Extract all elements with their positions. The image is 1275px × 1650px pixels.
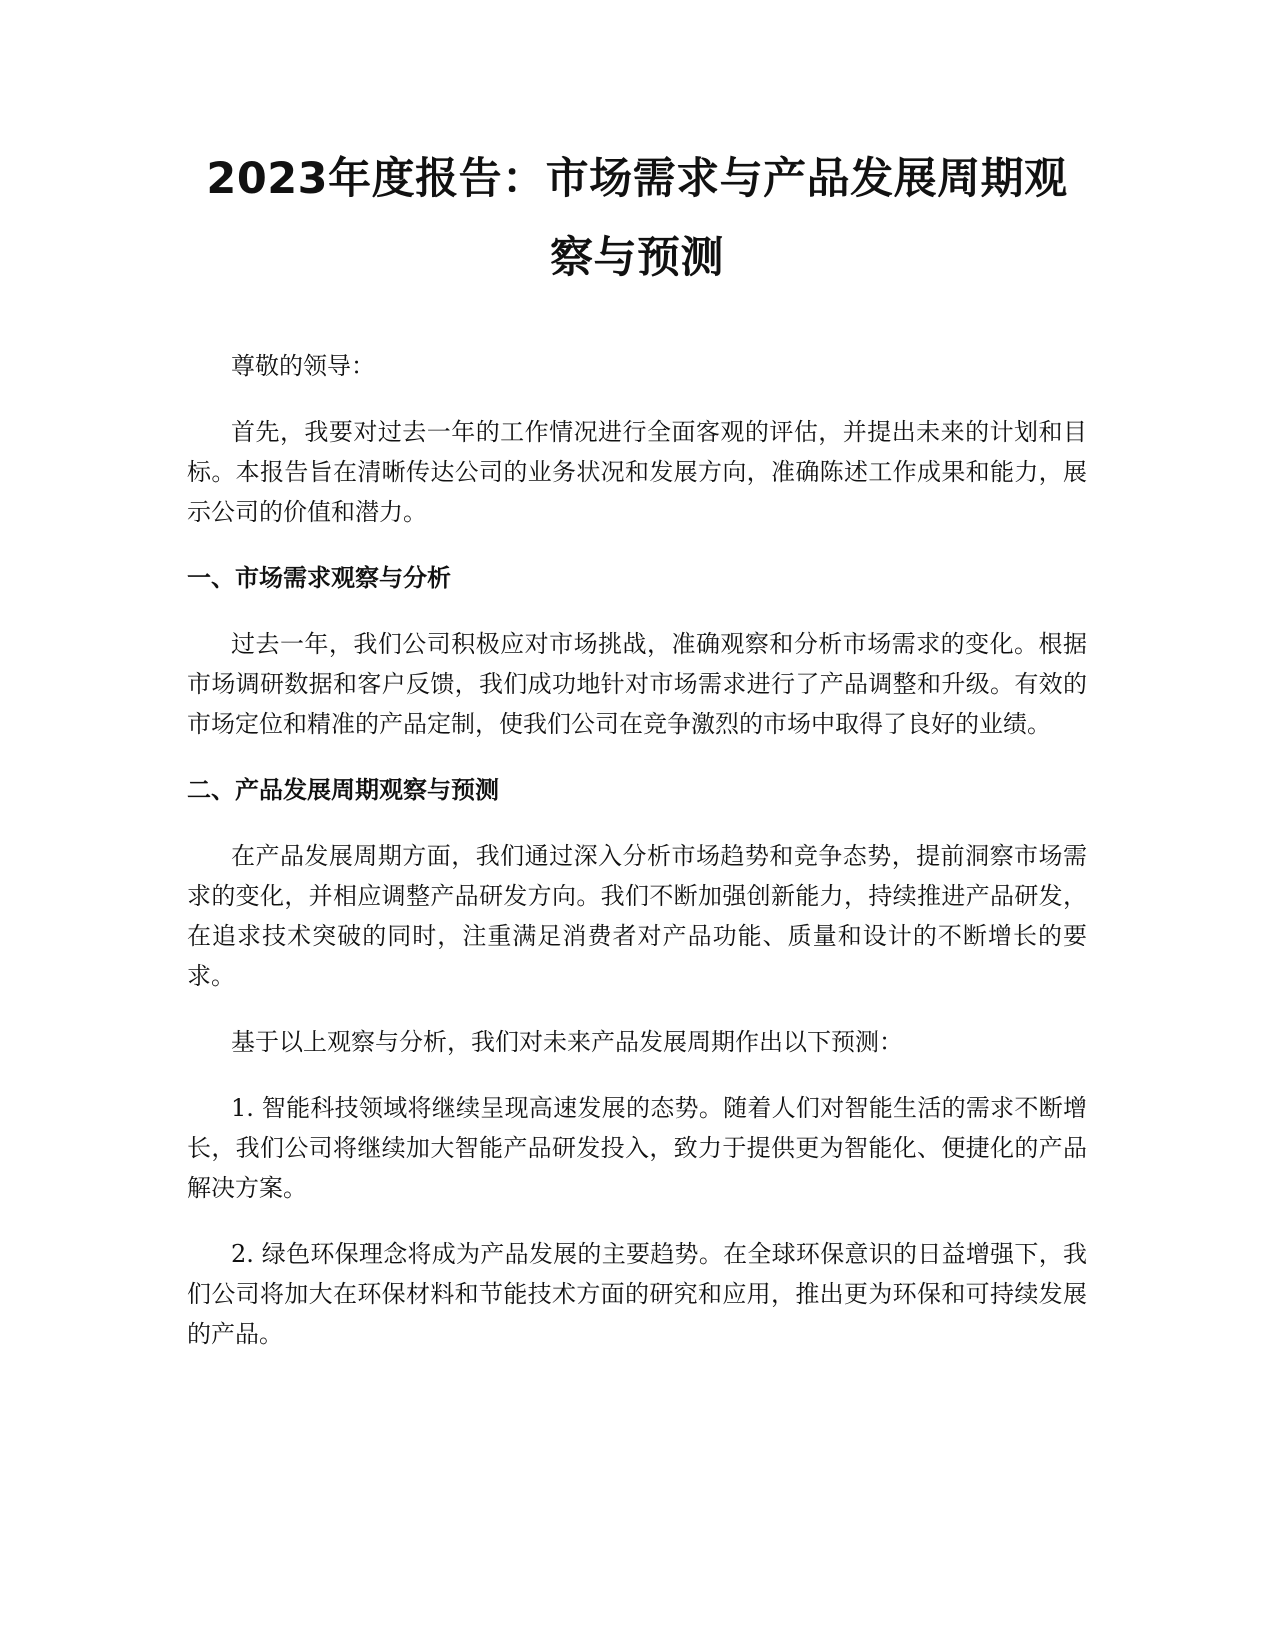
product-paragraph: 在产品发展周期方面，我们通过深入分析市场趋势和竞争态势，提前洞察市场需求的变化，并相应调整产品研发方向。我们不断加强创新能力，持续推进产品研发，在追求技术突破的同时，注重满足消费者对产品功能、质量和设计的不断增长的要求。 (187, 842, 1087, 990)
forecast-item-2: 2. 绿色环保理念将成为产品发展的主要趋势。在全球环保意识的日益增强下，我们公司将加大在环保材料和节能技术方面的研究和应用，推出更为环保和可持续发展的产品。 (187, 1240, 1087, 1348)
intro-paragraph: 首先，我要对过去一年的工作情况进行全面客观的评估，并提出未来的计划和目标。本报告旨在清晰传达公司的业务状况和发展方向，准确陈述工作成果和能力，展示公司的价值和潜力。 (187, 418, 1087, 526)
document-page (187, 140, 1087, 1354)
market-paragraph: 过去一年，我们公司积极应对市场挑战，准确观察和分析市场需求的变化。根据市场调研数据和客户反馈，我们成功地针对市场需求进行了产品调整和升级。有效的市场定位和精准的产品定制，使我们公司在竞争激烈的市场中取得了良好的业绩。 (187, 630, 1087, 738)
salutation: 尊敬的领导： (231, 352, 375, 380)
document-title: 2023年度报告：市场需求与产品发展周期观察与预测 (206, 154, 1068, 283)
section-heading-market: 一、市场需求观察与分析 (187, 564, 451, 592)
section-heading-product: 二、产品发展周期观察与预测 (187, 776, 499, 804)
forecast-item-1: 1. 智能科技领域将继续呈现高速发展的态势。随着人们对智能生活的需求不断增长，我们公司将继续加大智能产品研发投入，致力于提供更为智能化、便捷化的产品解决方案。 (187, 1094, 1087, 1202)
forecast-intro: 基于以上观察与分析，我们对未来产品发展周期作出以下预测： (231, 1028, 903, 1056)
